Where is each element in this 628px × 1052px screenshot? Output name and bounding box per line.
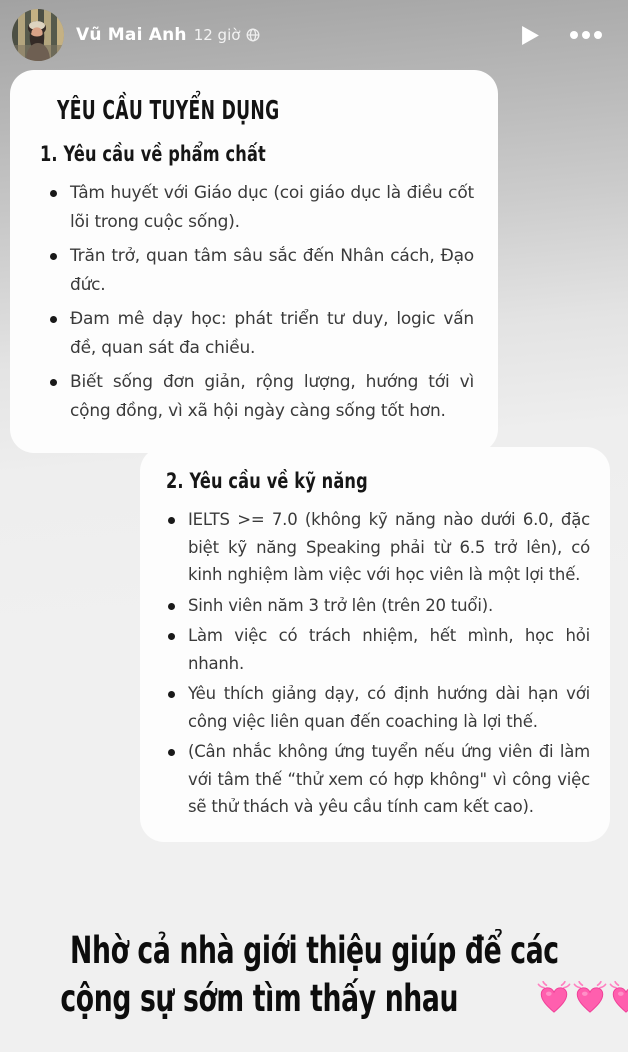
bullet-dot [168,691,175,698]
bullet-dot [168,517,175,524]
bullet-dot [168,603,175,610]
hearts-group [537,981,628,1015]
beating-heart-emoji [535,981,573,1015]
card-subtitle: 1. Yêu cầu về phẩm chất [40,142,266,166]
requirement-item: Trăn trở, quan tâm sâu sắc đến Nhân cách, Đạo đức. [48,242,474,300]
more-options-button[interactable] [566,27,606,43]
requirements-card-skills [140,447,610,842]
avatar[interactable] [12,9,64,61]
skill-requirements-list [166,506,590,821]
bullet-dot [168,749,175,756]
story-header [0,0,628,66]
bullet-dot [50,316,57,323]
card-subtitle: 2. Yêu cầu về kỹ năng [166,469,368,493]
caption-line-1: Nhờ cả nhà giới thiệu giúp để các [69,928,559,972]
bullet-dot [168,633,175,640]
beating-heart-emoji [571,981,609,1015]
requirement-item: Đam mê dạy học: phát triển tư duy, logic vấn đề, quan sát đa chiều. [48,305,474,363]
beating-heart-emoji [607,981,628,1015]
requirement-item: (Cân nhắc không ứng tuyển nếu ứng viên đi làm với tâm thế “thử xem có hợp không" vì công việc sẽ thử thách và yêu cầu tính cam kết cao). [166,738,590,821]
requirements-card-quality [10,70,498,453]
play-button[interactable] [517,21,544,50]
caption-line-2: cộng sự sớm tìm thấy nhau [60,976,458,1020]
post-timestamp: 12 giờ [193,26,241,44]
author-name[interactable]: Vũ Mai Anh [76,25,187,45]
requirement-item: Yêu thích giảng dạy, có định hướng dài hạn với công việc liên quan đến coaching là lợi thế. [166,680,590,735]
ellipsis-icon [570,31,602,39]
requirement-item: Biết sống đơn giản, rộng lượng, hướng tới vì cộng đồng, vì xã hội ngày càng sống tốt hơn. [48,368,474,426]
requirement-item: IELTS >= 7.0 (không kỹ năng nào dưới 6.0, đặc biệt kỹ năng Speaking phải từ 6.5 trở lên), có kinh nghiệm làm việc với học viên là một lợi thế. [166,506,590,589]
requirement-item: Tâm huyết với Giáo dục (coi giáo dục là điều cốt lõi trong cuộc sống). [48,179,474,237]
avatar-photo [12,9,64,61]
bullet-dot [50,379,57,386]
quality-requirements-list [40,179,474,426]
play-icon [521,25,540,46]
bullet-dot [50,253,57,260]
requirement-item: Làm việc có trách nhiệm, hết mình, học hỏi nhanh. [166,622,590,677]
requirement-item: Sinh viên năm 3 trở lên (trên 20 tuổi). [166,592,590,620]
card-title: YÊU CẦU TUYỂN DỤNG [57,96,280,126]
globe-icon [246,28,260,42]
story-caption [0,926,628,1022]
bullet-dot [50,190,57,197]
